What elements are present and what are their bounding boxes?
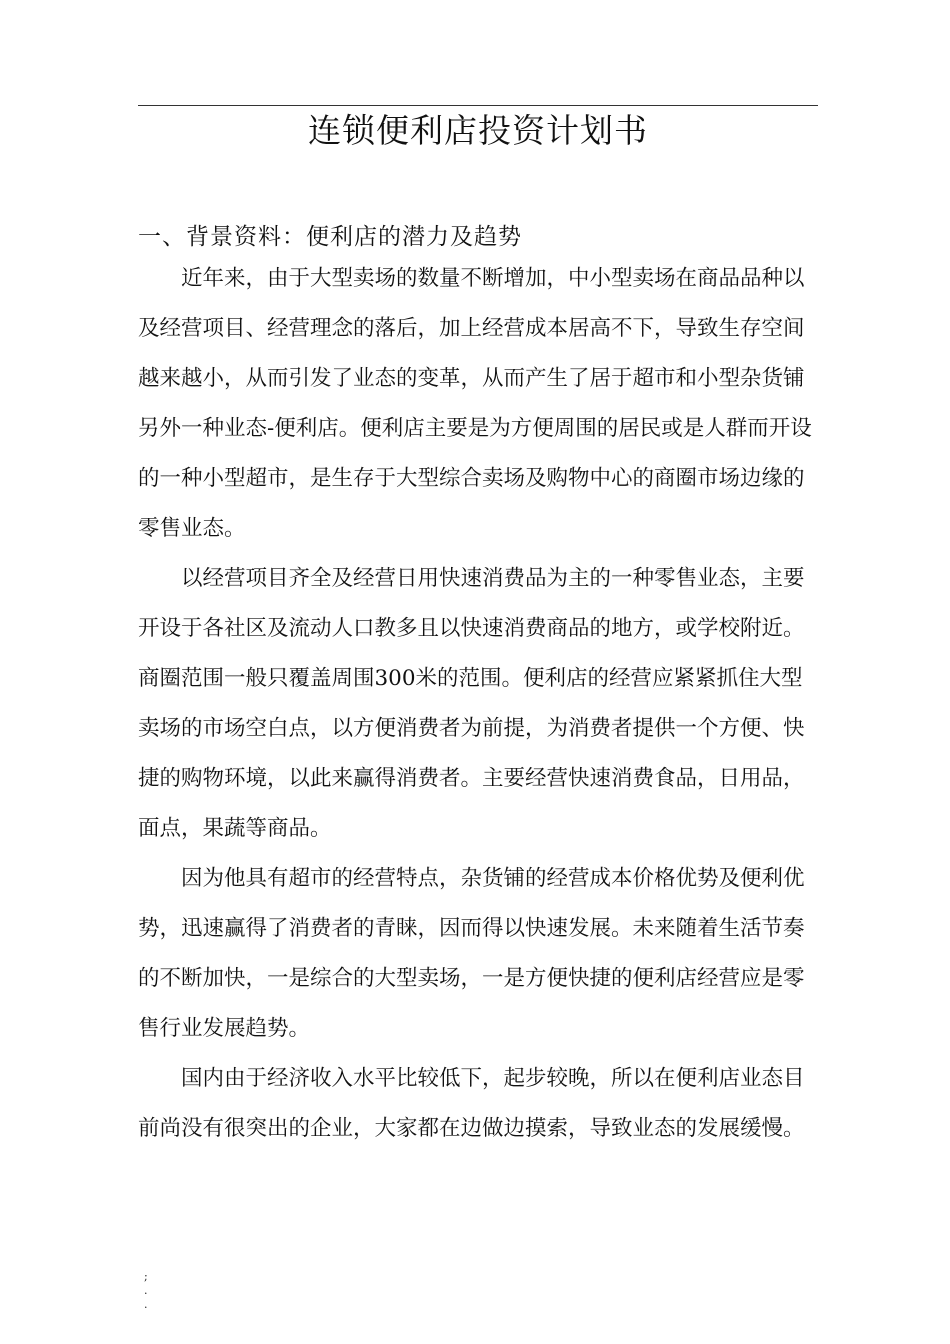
paragraph-3: 因为他具有超市的经营特点，杂货铺的经营成本价格优势及便利优势，迅速赢得了消费者的青睐，因而得以快速发展。未来随着生活节奏的不断加快，一是综合的大型卖场，一是方便快捷的便利店经营应是零售行业发展趋势。 (138, 866, 805, 1041)
footer-mark: . (144, 1298, 148, 1311)
footer-mark: . (144, 1284, 148, 1297)
document-body (138, 254, 822, 1154)
header-rule (138, 105, 818, 106)
paragraph-4: 国内由于经济收入水平比较低下，起步较晚，所以在便利店业态目前尚没有很突出的企业，大家都在边做边摸索，导致业态的发展缓慢。 (138, 1066, 805, 1141)
paragraph-2: 以经营项目齐全及经营日用快速消费品为主的一种零售业态，主要开设于各社区及流动人口教多且以快速消费商品的地方，或学校附近。商圈范围一般只覆盖周围300米的范围。便利店的经营应紧紧抓住大型卖场的市场空白点，以方便消费者为前提，为消费者提供一个方便、快捷的购物环境，以此来赢得消费者。主要经营快速消费食品，日用品，面点，果蔬等商品。 (138, 566, 805, 841)
footer-mark: ; (144, 1270, 148, 1283)
paragraph-1: 近年来，由于大型卖场的数量不断增加，中小型卖场在商品品种以及经营项目、经营理念的落后，加上经营成本居高不下，导致生存空间越来越小，从而引发了业态的变革，从而产生了居于超市和小型杂货铺另外一种业态-便利店。便利店主要是为方便周围的居民或是人群而开设的一种小型超市，是生存于大型综合卖场及购物中心的商圈市场边缘的零售业态。 (138, 266, 812, 541)
footer-marks (144, 1270, 148, 1312)
section-heading: 一、背景资料：便利店的潜力及趋势 (138, 224, 522, 250)
document-title: 连锁便利店投资计划书 (308, 111, 648, 150)
